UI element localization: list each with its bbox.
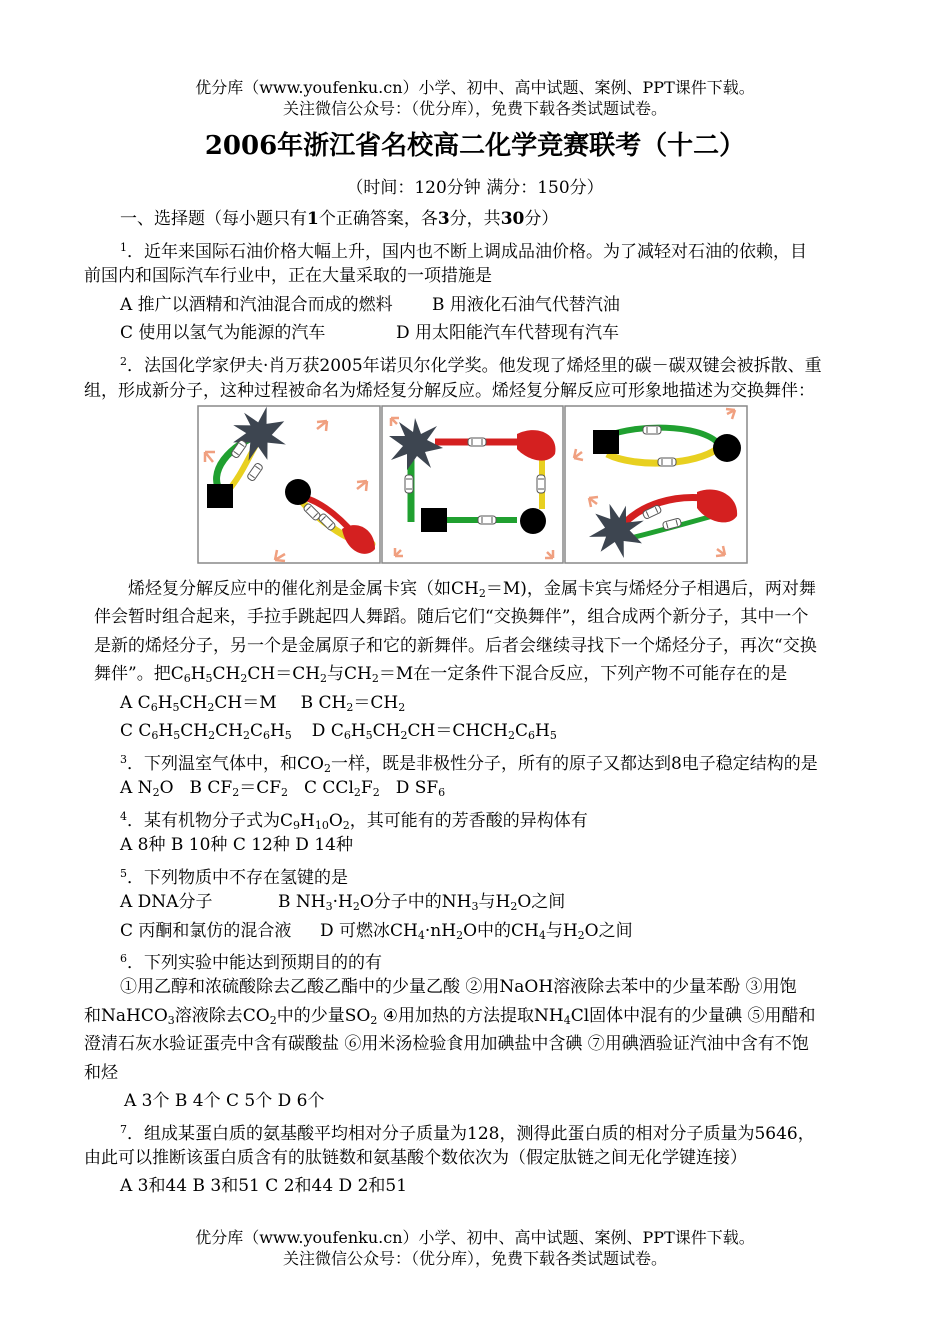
q2-options-cd — [120, 720, 557, 742]
q2-option-a: A $C_6H_5CH_2CH=M$ — [120, 693, 277, 714]
q1-option-b: B 用液化石油气代替汽油 — [432, 295, 620, 315]
q3-stem: $^3$．下列温室气体中，和$CO_2$一样，既是非极性分子，所有的原子又都达到8电子稳定结构的是 — [120, 753, 818, 775]
q3-options: A $N_2O$ B $CF_2=CF_2$ C $CCl_2F_2$ D $SF_6$ — [120, 778, 446, 799]
q6-para-line-4: 和烃 — [84, 1063, 118, 1083]
q6-para-line-3: 澄清石灰水验证蛋壳中含有碳酸盐 ⑥用米汤检验食用加碘盐中含碘 ⑦用碘酒验证汽油中含有不饱 — [84, 1034, 809, 1054]
q1-stem-line-2: 前国内和国际汽车行业中，正在大量采取的一项措施是 — [84, 266, 492, 286]
q6-options: A 3个 B 4个 C 5个 D 6个 — [124, 1091, 325, 1111]
exam-info: （时间：120分钟 满分：150分） — [346, 178, 604, 198]
q1-stem-line-1: $^1$．近年来国际石油价格大幅上升，国内也不断上调成品油价格。为了减轻对石油的依赖，目 — [120, 241, 807, 262]
q1-option-d: D 用太阳能汽车代替现有汽车 — [396, 323, 620, 343]
header-line-1: 优分库（www.youfenku.cn）小学、初中、高中试题、案例、PPT课件下载。 — [195, 78, 755, 97]
q2-para-line-4: 舞伴”。把$C_6H_5CH_2CH=CH_2$与$CH_2=M$在一定条件下混合反应，下列产物不可能存在的是 — [94, 664, 788, 685]
q2-option-c: C $C_6H_5CH_2CH_2C_6H_5$ — [120, 721, 292, 742]
q7-options: A 3和44 B 3和51 C 2和44 D 2和51 — [120, 1176, 408, 1196]
page-title: 2006年浙江省名校高二化学竞赛联考（十二） — [204, 131, 746, 161]
q1-option-c: C 使用以氢气为能源的汽车 — [120, 323, 326, 343]
q5-option-a: A DNA分子 — [120, 892, 213, 912]
q5-option-d: D 可燃冰$CH_4\cdot nH_2O$中的$CH_4$与$H_2O$之间 — [320, 921, 633, 942]
q2-option-d: D $C_6H_5CH_2CH=CHCH_2C_6H_5$ — [311, 721, 557, 742]
q1-option-a: A 推广以酒精和汽油混合而成的燃料 — [120, 295, 393, 315]
metathesis-dance-figure — [197, 404, 749, 565]
q7-stem-line-1: $^7$．组成某蛋白质的氨基酸平均相对分子质量为128，测得此蛋白质的相对分子质量为5646， — [120, 1123, 815, 1144]
q6-stem: $^6$．下列实验中能达到预期目的的有 — [120, 952, 382, 973]
q2-para-line-3: 是新的烯烃分子，另一个是金属原子和它的新舞伴。后者会继续寻找下一个烯烃分子，再次“交换 — [94, 636, 817, 656]
q2-stem-line-2: 组，形成新分子，这种过程被命名为烯烃复分解反应。烯烃复分解反应可形象地描述为交换舞伴： — [84, 381, 815, 401]
q4-options: A 8种 B 10种 C 12种 D 14种 — [120, 835, 353, 855]
q2-option-b: B $CH_2=CH_2$ — [300, 693, 406, 714]
q7-stem-line-2: 由此可以推断该蛋白质含有的肽链数和氨基酸个数依次为（假定肽链之间无化学键连接） — [84, 1148, 747, 1168]
q2-para-line-2: 伴会暂时组合起来，手拉手跳起四人舞蹈。随后它们“交换舞伴”，组合成两个新分子，其中一个 — [94, 607, 809, 627]
q5-stem: $^5$．下列物质中不存在氢键的是 — [120, 867, 348, 888]
q2-options-ab — [120, 692, 405, 714]
footer-line-2: 关注微信公众号：（优分库），免费下载各类试题试卷。 — [282, 1249, 667, 1268]
q2-stem-line-1: $^2$．法国化学家伊夫·肖万获2005年诺贝尔化学奖。他发现了烯烃里的碳－碳双键会被拆散、重 — [120, 355, 822, 376]
q6-para-line-1: ①用乙醇和浓硫酸除去乙酸乙酯中的少量乙酸 ②用NaOH溶液除去苯中的少量苯酚 ③用饱 — [120, 977, 797, 997]
q5-option-b: B $NH_3\cdot H_2O$分子中的$NH_3$与$H_2O$之间 — [278, 892, 566, 913]
header-line-2: 关注微信公众号：（优分库），免费下载各类试题试卷。 — [282, 99, 667, 118]
q4-stem: $^4$．某有机物分子式为$C_9H_{10}O_2$，其可能有的芳香酸的异构体有 — [120, 810, 588, 832]
section-heading: 一、选择题（每小题只有1个正确答案，各3分，共30分） — [120, 209, 559, 229]
q5-option-c: C 丙酮和氯仿的混合液 — [120, 921, 292, 941]
q2-para-line-1: 烯烃复分解反应中的催化剂是金属卡宾（如$CH_2=M$)，金属卡宾与烯烃分子相遇后，两对舞 — [128, 579, 816, 600]
q6-para-line-2: 和NaHCO$_3$溶液除去$CO_2$中的少量$SO_2$ ④用加热的方法提取$NH_4Cl$固体中混有的少量碘 ⑤用醋和 — [84, 1006, 816, 1027]
footer-line-1: 优分库（www.youfenku.cn）小学、初中、高中试题、案例、PPT课件下载。 — [195, 1228, 755, 1247]
